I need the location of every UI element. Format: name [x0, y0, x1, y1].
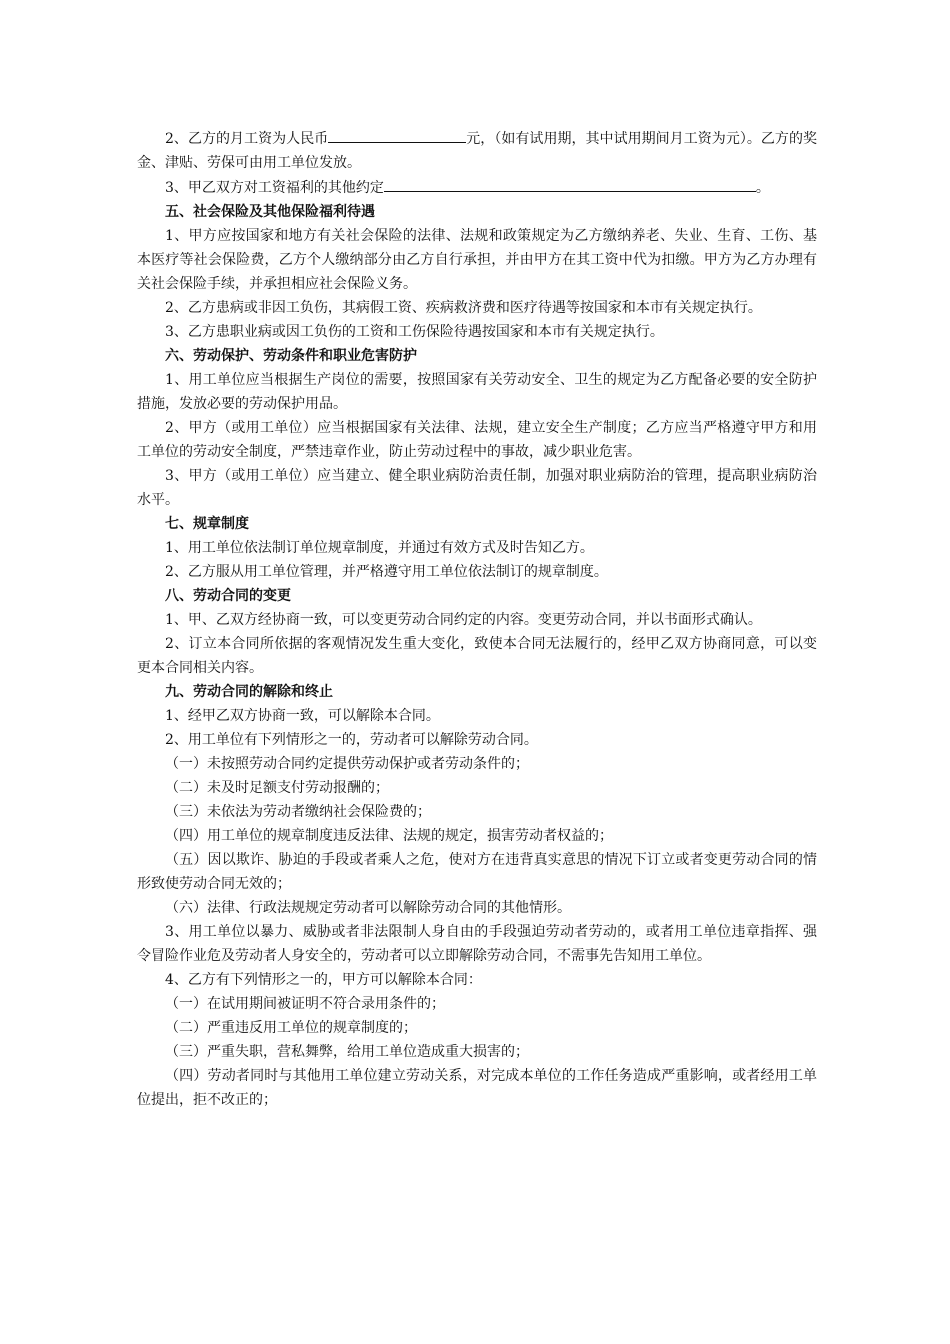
section-7-item: 2、乙方服从用工单位管理，并严格遵守用工单位依法制订的规章制度。	[165, 564, 608, 580]
other-agreement-blank[interactable]	[384, 175, 756, 192]
section-9-subitem: （二）未及时足额支付劳动报酬的；	[165, 780, 389, 796]
section-9-subitem: （六）法律、行政法规规定劳动者可以解除劳动合同的其他情形。	[165, 900, 571, 916]
section-9-subitem: （四）用工单位的规章制度违反法律、法规的规定，损害劳动者权益的；	[165, 828, 613, 844]
section-5-item: 2、乙方患病或非因工负伤，其病假工资、疾病救济费和医疗待遇等按国家和本市有关规定执行。	[165, 300, 762, 316]
section-9-subitem: （一）未按照劳动合同约定提供劳动保护或者劳动条件的；	[165, 756, 529, 772]
salary-clause-3-start: 3、甲乙双方对工资福利的其他约定	[165, 180, 384, 196]
section-6-item: 2、甲方（或用工单位）应当根据国家有关法律、法规，建立安全生产制度；乙方应当严格遵守甲方和用工单位的劳动安全制度，严禁违章作业，防止劳动过程中的事故，减少职业危害。	[137, 420, 817, 460]
section-8-title: 八、劳动合同的变更	[165, 588, 291, 604]
section-9-subitem: （三）未依法为劳动者缴纳社会保险费的；	[165, 804, 431, 820]
section-6-item: 3、甲方（或用工单位）应当建立、健全职业病防治责任制，加强对职业病防治的管理，提高职业病防治水平。	[137, 468, 817, 508]
section-8-item: 1、甲、乙双方经协商一致，可以变更劳动合同约定的内容。变更劳动合同，并以书面形式确认。	[165, 612, 762, 628]
section-8-item: 2、订立本合同所依据的客观情况发生重大变化，致使本合同无法履行的，经甲乙双方协商同意，可以变更本合同相关内容。	[137, 636, 817, 676]
section-9-subitem: （四）劳动者同时与其他用工单位建立劳动关系，对完成本单位的工作任务造成严重影响，或者经用工单位提出，拒不改正的；	[137, 1068, 817, 1108]
section-9-subitem: （一）在试用期间被证明不符合录用条件的；	[165, 996, 445, 1012]
document-page	[137, 126, 817, 1112]
section-9-item: 3、用工单位以暴力、威胁或者非法限制人身自由的手段强迫劳动者劳动的，或者用工单位违章指挥、强令冒险作业危及劳动者人身安全的，劳动者可以立即解除劳动合同，不需事先告知用工单位。	[137, 924, 817, 964]
salary-clause-2-start: 2、乙方的月工资为人民币	[165, 131, 329, 147]
salary-amount-blank[interactable]	[328, 126, 466, 143]
section-6-item: 1、用工单位应当根据生产岗位的需要，按照国家有关劳动安全、卫生的规定为乙方配备必要的安全防护措施，发放必要的劳动保护用品。	[137, 372, 817, 412]
section-7-item: 1、用工单位依法制订单位规章制度，并通过有效方式及时告知乙方。	[165, 540, 594, 556]
section-9-item: 4、乙方有下列情形之一的，甲方可以解除本合同：	[165, 972, 482, 988]
section-5-item: 3、乙方患职业病或因工负伤的工资和工伤保险待遇按国家和本市有关规定执行。	[165, 324, 664, 340]
section-9-subitem: （二）严重违反用工单位的规章制度的；	[165, 1020, 417, 1036]
salary-clause-2-end: 元，（如有试用期，其中试用期间月工资为元）。乙方的奖金、津贴、劳保可由用工单位发放。	[137, 131, 817, 171]
salary-clause-2	[137, 126, 817, 175]
salary-clause-3-end: 。	[755, 180, 770, 196]
section-9-title: 九、劳动合同的解除和终止	[165, 684, 333, 700]
section-9-item: 2、用工单位有下列情形之一的，劳动者可以解除劳动合同。	[165, 732, 538, 748]
section-6-title: 六、劳动保护、劳动条件和职业危害防护	[165, 348, 417, 364]
section-7-title: 七、规章制度	[165, 516, 249, 532]
section-9-item: 1、经甲乙双方协商一致，可以解除本合同。	[165, 708, 440, 724]
section-5-title: 五、社会保险及其他保险福利待遇	[165, 204, 375, 220]
section-9-subitem: （三）严重失职，营私舞弊，给用工单位造成重大损害的；	[165, 1044, 529, 1060]
section-5-item: 1、甲方应按国家和地方有关社会保险的法律、法规和政策规定为乙方缴纳养老、失业、生育、工伤、基本医疗等社会保险费，乙方个人缴纳部分由乙方自行承担，并由甲方在其工资中代为扣缴。甲方为乙方办理有关社会保险手续，并承担相应社会保险义务。	[137, 228, 817, 292]
section-9-subitem: （五）因以欺诈、胁迫的手段或者乘人之危，使对方在违背真实意思的情况下订立或者变更劳动合同的情形致使劳动合同无效的；	[137, 852, 817, 892]
salary-clause-3	[137, 175, 817, 200]
